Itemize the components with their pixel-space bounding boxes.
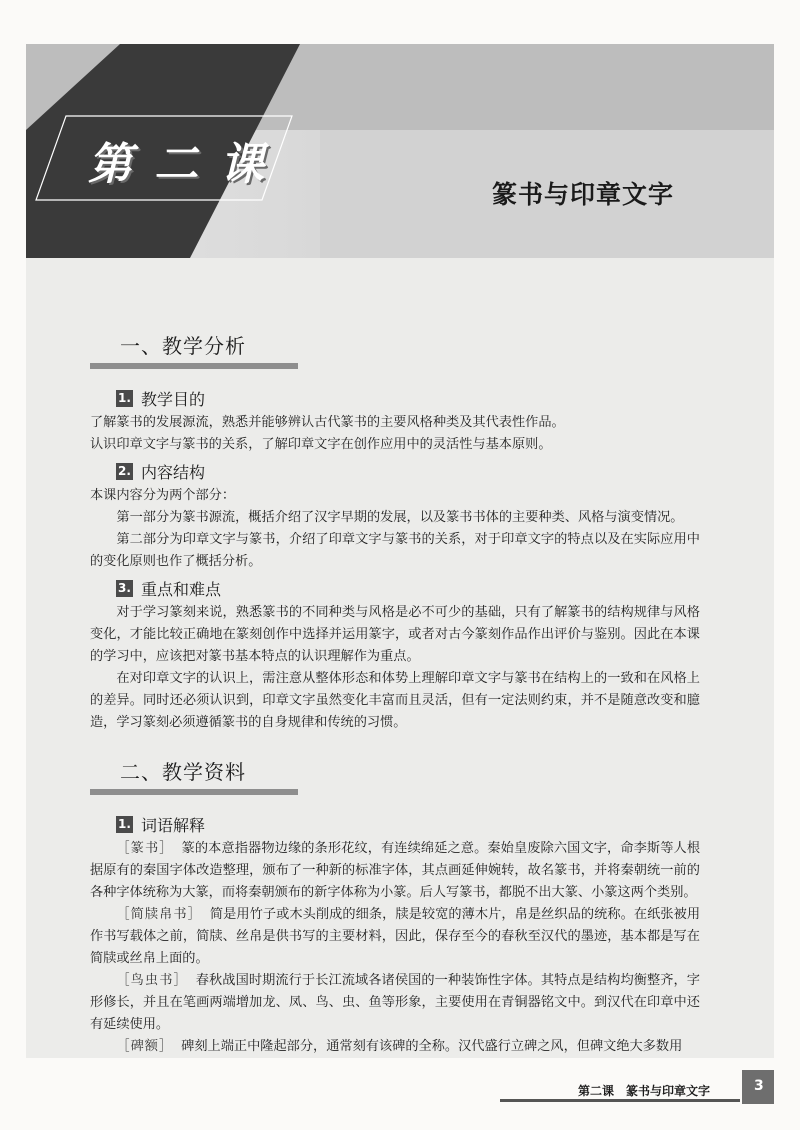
paragraph: 在对印章文字的认识上，需注意从整体形态和体势上理解印章文字与篆书在结构上的一致和在风格上的差异。同时还必须认识到，印章文字虽然变化丰富而且灵活，但有一定法则约束，并不是随意改变和臆造，学习篆刻必须遵循篆书的自身规律和传统的习惯。 (90, 671, 700, 730)
paragraph: 了解篆书的发展源流，熟悉并能够辨认古代篆书的主要风格种类及其代表性作品。 (90, 415, 565, 430)
glossary-term: ［简牍帛书］ (116, 907, 202, 922)
paragraph: 第一部分为篆书源流，概括介绍了汉字早期的发展，以及篆书书体的主要种类、风格与演变情况。 (116, 510, 684, 525)
section-heading: 一、教学分析 (90, 330, 298, 369)
glossary-entry (90, 970, 700, 1036)
number-badge: 2. (116, 463, 133, 480)
glossary-entry (90, 838, 700, 904)
number-badge: 1. (116, 816, 133, 833)
subheading-title: 内容结构 (141, 463, 206, 482)
subheading-content-structure (116, 460, 700, 483)
page-number: 3 (754, 1078, 764, 1094)
subheading-key-points (116, 577, 700, 600)
content-area (90, 330, 700, 1058)
paragraph: 本课内容分为两个部分： (90, 488, 236, 503)
subheading-title: 词语解释 (141, 816, 206, 835)
subheading-glossary (116, 813, 700, 836)
glossary-entry (90, 904, 700, 970)
glossary-definition: 简是用竹子或木头削成的细条，牍是较宽的薄木片，帛是丝织品的统称。在纸张被用作书写载体之前，简牍、丝帛是供书写的主要材料，因此，保存至今的春秋至汉代的墨迹，基本都是写在简牍或丝帛上面的。 (90, 907, 701, 966)
paragraph: 对于学习篆刻来说，熟悉篆书的不同种类与风格是必不可少的基础，只有了解篆书的结构规律与风格变化，才能比较正确地在篆刻创作中选择并运用篆字，或者对古今篆刻作品作出评价与鉴别。因此在本课的学习中，应该把对篆书基本特点的认识理解作为重点。 (90, 605, 700, 664)
paragraph: 第二部分为印章文字与篆书，介绍了印章文字与篆书的关系，对于印章文字的特点以及在实际应用中的变化原则也作了概括分析。 (90, 532, 700, 569)
running-title: 第二课 篆书与印章文字 (578, 1084, 711, 1098)
subheading-title: 重点和难点 (141, 580, 222, 599)
lesson-label: 第二课 (88, 139, 286, 190)
section-heading: 二、教学资料 (90, 756, 298, 795)
paragraph: 认识印章文字与篆书的关系，了解印章文字在创作应用中的灵活性与基本原则。 (90, 437, 552, 452)
footer-rule (500, 1099, 740, 1102)
number-badge: 1. (116, 390, 133, 407)
glossary-term: ［碑额］ (116, 1039, 174, 1054)
glossary-entry (90, 1036, 700, 1058)
subheading-title: 教学目的 (141, 390, 206, 409)
lesson-title: 篆书与印章文字 (492, 180, 675, 209)
glossary-definition: 碑刻上端正中隆起部分，通常刻有该碑的全称。汉代盛行立碑之风，但碑文绝大多数用 (181, 1039, 683, 1054)
glossary-definition: 篆的本意指器物边缘的条形花纹，有连续绵延之意。秦始皇废除六国文字，命李斯等人根据原有的秦国字体改造整理，颁布了一种新的标准字体，其点画延伸婉转，故名篆书，并将秦朝统一前的各种字体统称为大篆，而将秦朝颁布的新字体称为小篆。后人写篆书，都脱不出大篆、小篆这两个类别。 (90, 841, 701, 900)
number-badge: 3. (116, 580, 133, 597)
glossary-term: ［篆书］ (116, 841, 174, 856)
subheading-teaching-goal (116, 387, 700, 410)
glossary-term: ［鸟虫书］ (116, 973, 188, 988)
glossary-definition: 春秋战国时期流行于长江流域各诸侯国的一种装饰性字体。其特点是结构均衡整齐，字形修长，并且在笔画两端增加龙、凤、鸟、虫、鱼等形象，主要使用在青铜器铭文中。到汉代在印章中还有延续使用。 (90, 973, 700, 1032)
